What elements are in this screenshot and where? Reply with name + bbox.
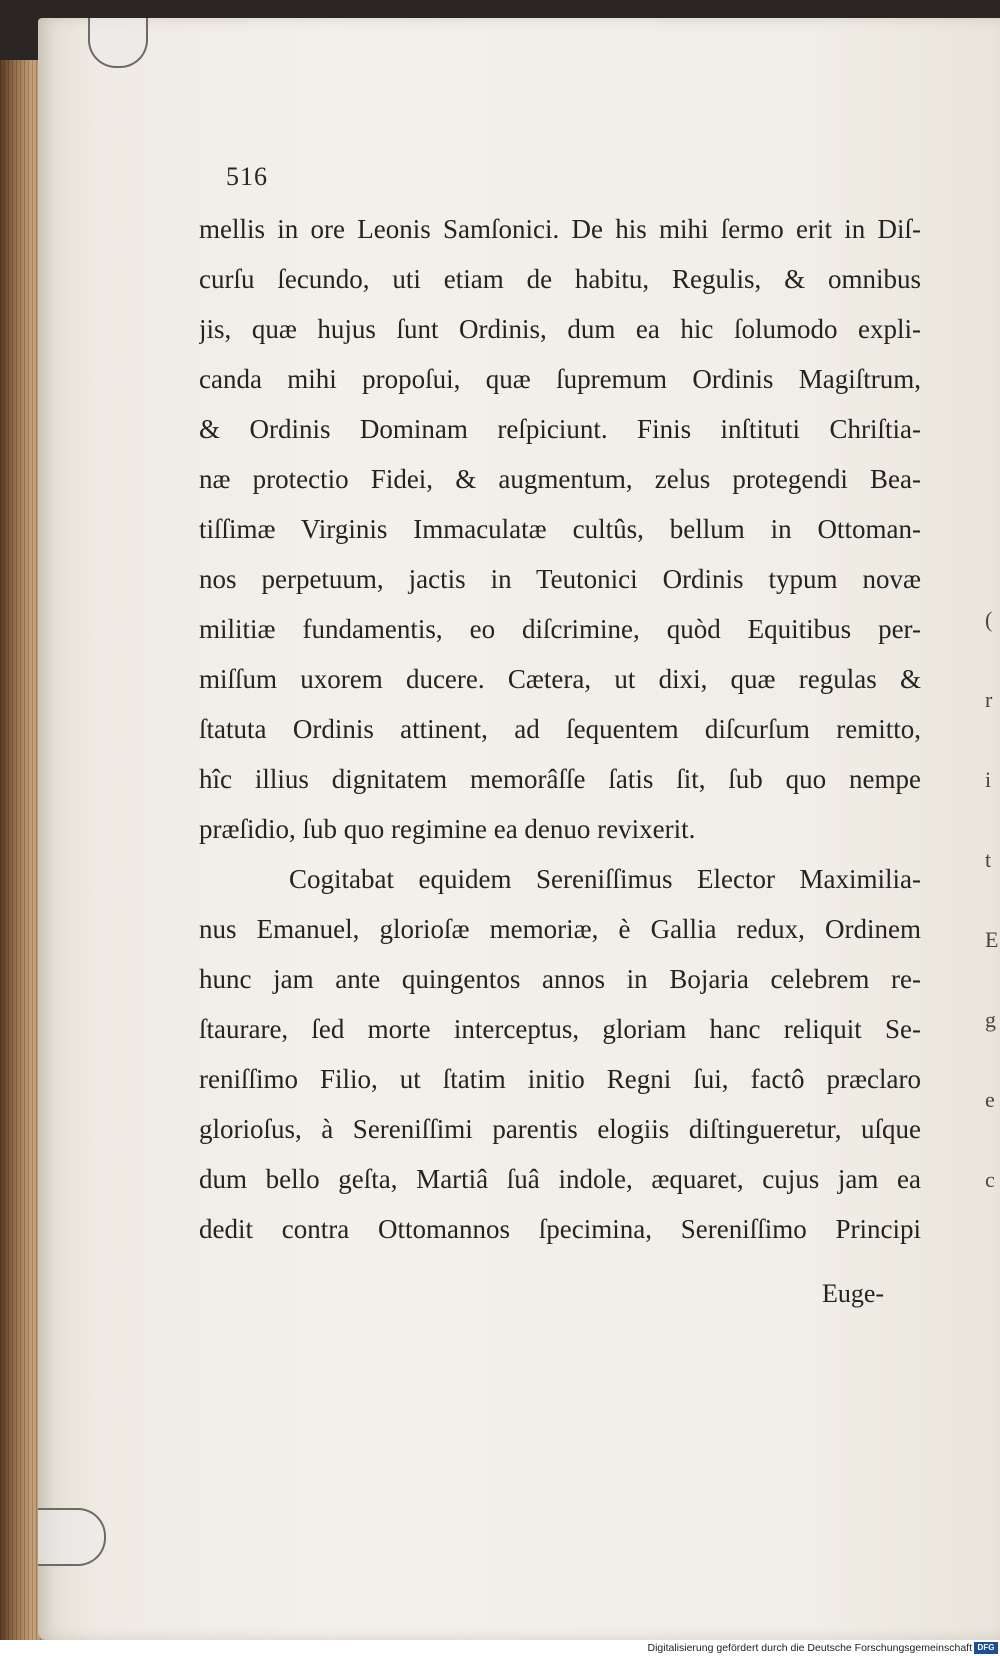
page-number: 516 <box>226 162 268 191</box>
text-line: ſtaurare, ſed morte interceptus, gloriam hanc reliquit Se- <box>199 1014 921 1044</box>
text-line: dum bello geſta, Martiâ ſuâ indole, æquaret, cujus jam ea <box>199 1164 921 1194</box>
text-line: mellis in ore Leonis Samſonici. De his mihi ſermo erit in Diſ- <box>199 214 921 244</box>
text-line: nus Emanuel, glorioſæ memoriæ, è Gallia redux, Ordinem <box>199 914 921 944</box>
text-line: nos perpetuum, jactis in Teutonici Ordinis typum novæ <box>199 564 921 594</box>
dfg-logo: DFG <box>974 1642 998 1654</box>
margin-mark: c <box>985 1167 995 1192</box>
text-line: dedit contra Ottomannos ſpecimina, Sereniſſimo Principi <box>199 1214 921 1244</box>
margin-mark: ( <box>985 607 993 632</box>
paragraph-first-line: Cogitabat equidem Sereniſſimus Elector Maximilia- <box>289 864 921 894</box>
text-line: glorioſus, à Sereniſſimi parentis elogiis diſtingueretur, uſque <box>199 1114 921 1144</box>
footer-bar <box>0 1640 1000 1656</box>
funding-notice: Digitalisierung gefördert durch die Deutsche Forschungsgemeinschaft <box>647 1642 972 1654</box>
text-line: canda mihi propoſui, quæ ſupremum Ordinis Magiſtrum, <box>199 364 921 394</box>
margin-mark: t <box>985 847 992 872</box>
text-line: curſu ſecundo, uti etiam de habitu, Regulis, & omnibus <box>199 264 921 294</box>
text-line: & Ordinis Dominam reſpiciunt. Finis inſtituti Chriſtia- <box>199 414 921 444</box>
text-line: reniſſimo Filio, ut ſtatim initio Regni ſui, factô præclaro <box>199 1064 921 1094</box>
catchword: Euge- <box>822 1279 885 1308</box>
text-line: jis, quæ hujus ſunt Ordinis, dum ea hic ſolumodo expli- <box>199 314 921 344</box>
margin-mark: E <box>985 927 999 952</box>
right-margin-marks <box>985 580 1000 1220</box>
text-line: tiſſimæ Virginis Immaculatæ cultûs, bellum in Ottoman- <box>199 514 921 544</box>
page-clip-left <box>38 1508 106 1566</box>
margin-mark: e <box>985 1087 995 1112</box>
text-line: militiæ fundamentis, eo diſcrimine, quòd Equitibus per- <box>199 614 921 644</box>
text-line: hîc illius dignitatem memorâſſe ſatis ſit, ſub quo nempe <box>199 764 921 794</box>
text-block <box>199 204 921 1254</box>
text-line: hunc jam ante quingentos annos in Bojaria celebrem re- <box>199 964 921 994</box>
margin-mark: g <box>985 1007 996 1032</box>
page-clip-top <box>88 18 148 68</box>
text-line: præſidio, ſub quo regimine ea denuo revixerit. <box>199 814 696 844</box>
text-line: miſſum uxorem ducere. Cætera, ut dixi, quæ regulas & <box>199 664 921 694</box>
margin-mark: r <box>985 687 993 712</box>
text-line: ſtatuta Ordinis attinent, ad ſequentem diſcurſum remitto, <box>199 714 921 744</box>
text-line: næ protectio Fidei, & augmentum, zelus protegendi Bea- <box>199 464 921 494</box>
margin-mark: i <box>985 767 992 792</box>
